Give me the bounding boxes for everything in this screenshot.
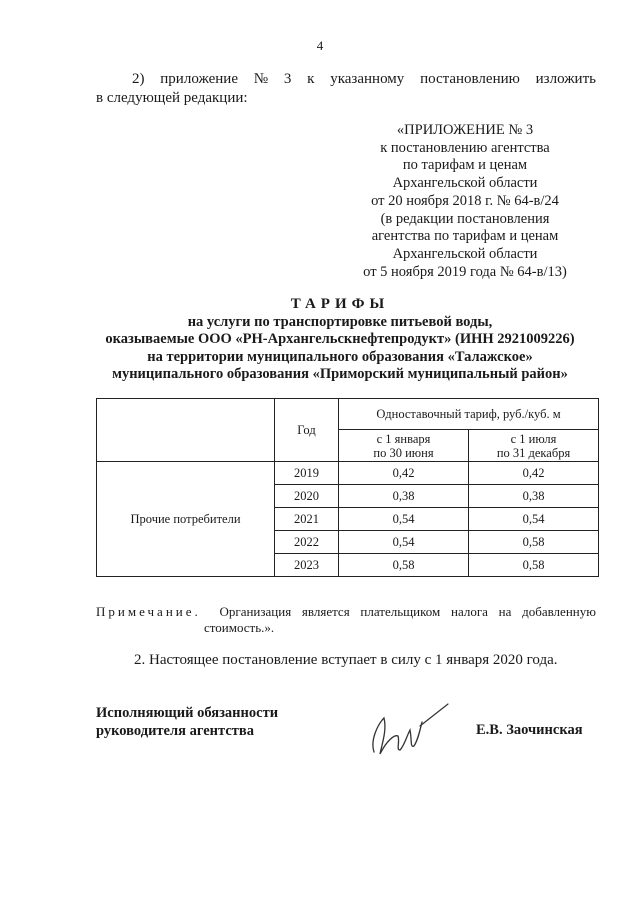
appendix-line: Архангельской области (392, 245, 538, 262)
period-1-line: по 30 июня (373, 445, 434, 460)
consumer-header-cell (97, 399, 275, 462)
handwritten-signature (360, 700, 460, 760)
amendment-line-2: в следующей редакции: (96, 90, 248, 106)
consumer-cell: Прочие потребители (97, 462, 275, 577)
word: 3 (283, 71, 292, 87)
heading-line: оказываемые ООО «РН-Архангельскнефтепродукт» (ИНН 2921009226) (105, 331, 575, 347)
period-2-line: по 31 декабря (496, 445, 571, 460)
appendix-line: от 20 ноября 2018 г. № 64-в/24 (371, 192, 559, 209)
appendix-line: «ПРИЛОЖЕНИЕ № 3 (396, 122, 534, 138)
page-number: 4 (316, 38, 324, 53)
tariff-h1-cell: 0,42 (339, 462, 469, 485)
signer-position-line: Исполняющий обязанности (96, 705, 279, 721)
word: добавленную (522, 604, 596, 619)
note-block (96, 604, 596, 635)
tariff-header: Одноставочный тариф, руб./куб. м (339, 399, 599, 430)
tariff-h1-cell: 0,54 (339, 531, 469, 554)
period-1-line: с 1 января (376, 431, 431, 446)
tariff-h2-cell: 0,42 (469, 462, 599, 485)
tariff-h2-cell: 0,58 (469, 531, 599, 554)
appendix-line: (в редакции постановления (380, 210, 550, 227)
note-line-2: стоимость.». (204, 619, 275, 635)
word: 2) (132, 71, 145, 87)
year-cell: 2022 (275, 531, 339, 554)
word: постановлению (420, 71, 520, 87)
word: Организация (219, 604, 292, 619)
tariff-h2-cell: 0,54 (469, 508, 599, 531)
word: является (301, 604, 350, 619)
tariff-h2-cell: 0,38 (469, 485, 599, 508)
note-label: Примечание. (96, 604, 201, 619)
year-cell: 2023 (275, 554, 339, 577)
appendix-line: по тарифам и ценам (402, 157, 528, 174)
year-cell: 2021 (275, 508, 339, 531)
word: приложение (160, 71, 238, 87)
tariff-h1-cell: 0,54 (339, 508, 469, 531)
heading-line: муниципального образования «Приморский муниципальный район» (112, 366, 568, 382)
heading-line: на территории муниципального образования «Талажское» (147, 348, 533, 365)
signer-position-line: руководителя агентства (96, 723, 254, 739)
year-header: Год (275, 399, 339, 462)
word: налога (450, 604, 488, 619)
word: изложить (535, 71, 596, 87)
tariffs-heading (60, 296, 620, 384)
word: № (253, 71, 269, 87)
amendment-paragraph (96, 70, 596, 108)
signer-name: Е.В. Заочинская (476, 722, 583, 738)
tariff-h2-cell: 0,58 (469, 554, 599, 577)
effective-date-paragraph: 2. Настоящее постановление вступает в силу с 1 января 2020 года. (134, 652, 558, 668)
word: плательщиком (360, 604, 441, 619)
appendix-line: от 5 ноября 2019 года № 64-в/13) (363, 263, 567, 280)
tariff-h1-cell: 0,38 (339, 485, 469, 508)
word: на (498, 604, 512, 619)
period-1-header (339, 430, 469, 462)
heading-title: ТАРИФЫ (290, 296, 390, 312)
year-cell: 2019 (275, 462, 339, 485)
period-2-header (469, 430, 599, 462)
period-2-line: с 1 июля (510, 431, 557, 446)
year-cell: 2020 (275, 485, 339, 508)
tariffs-table (96, 398, 599, 577)
word: к (307, 71, 315, 87)
appendix-reference-block (340, 122, 590, 281)
amendment-line-1 (96, 70, 596, 89)
heading-line: на услуги по транспортировке питьевой воды, (187, 313, 493, 330)
appendix-line: агентства по тарифам и ценам (371, 228, 559, 245)
table-row (97, 462, 599, 485)
tariff-h1-cell: 0,58 (339, 554, 469, 577)
note-line-1 (96, 604, 596, 620)
appendix-line: Архангельской области (392, 175, 538, 192)
word: указанному (330, 71, 405, 87)
signer-position (96, 704, 278, 740)
appendix-line: к постановлению агентства (380, 139, 550, 156)
